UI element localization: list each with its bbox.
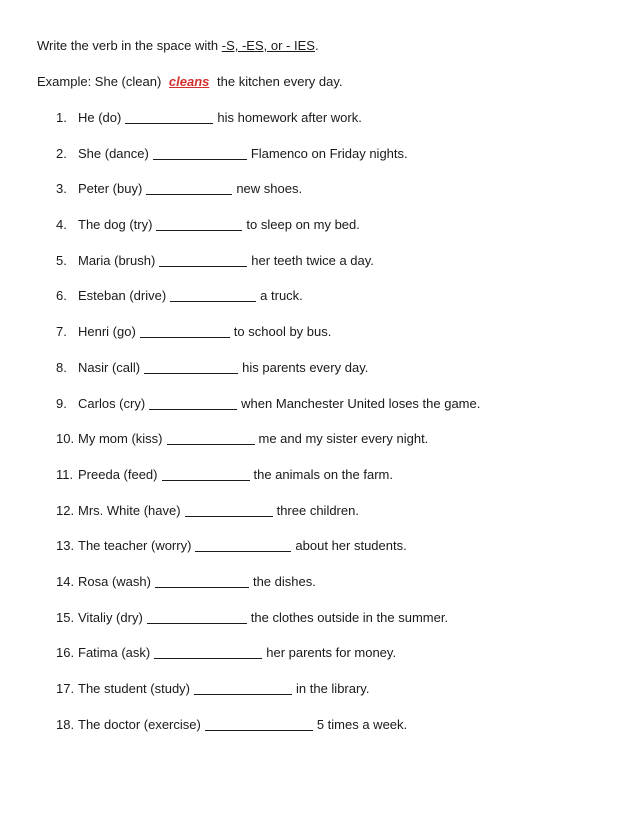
answer-blank[interactable]: [195, 538, 291, 552]
answer-blank[interactable]: [205, 717, 313, 731]
item-subject: The dog (try): [78, 217, 153, 233]
item-rest: his homework after work.: [217, 110, 362, 125]
exercise-item: [56, 217, 480, 253]
exercise-item: [56, 717, 480, 753]
answer-blank[interactable]: [149, 396, 237, 410]
item-number: 18.: [56, 716, 75, 732]
item-rest: about her students.: [295, 538, 407, 554]
item-rest: to sleep on my bed.: [246, 217, 360, 233]
answer-blank[interactable]: [154, 645, 262, 659]
item-rest: the clothes outside in the summer.: [250, 609, 449, 625]
item-subject: The teacher (worry): [78, 538, 192, 554]
item-rest: her teeth twice a day.: [251, 252, 374, 268]
item-number: 5.: [56, 252, 67, 268]
answer-blank[interactable]: [125, 110, 213, 124]
item-number: 10.: [56, 431, 75, 447]
exercise-item: [56, 645, 480, 681]
example-answer: cleans: [168, 74, 210, 89]
instruction-text: [37, 38, 319, 53]
item-number: 13.: [56, 538, 75, 554]
item-number: 3.: [56, 181, 67, 197]
exercise-item: [56, 396, 480, 432]
item-number: 9.: [56, 395, 67, 411]
item-number: 11.: [56, 466, 74, 482]
item-subject: Esteban (drive): [78, 288, 167, 304]
item-rest: a truck.: [260, 288, 303, 304]
item-subject: Rosa (wash): [78, 573, 151, 589]
exercise-item: [56, 288, 480, 324]
item-subject: He (do): [78, 110, 122, 125]
item-rest: in the library.: [296, 681, 370, 696]
item-subject: Maria (brush): [78, 252, 156, 268]
item-rest: to school by bus.: [233, 324, 332, 340]
item-rest: new shoes.: [236, 181, 303, 197]
exercise-item: [56, 610, 480, 646]
answer-blank[interactable]: [167, 431, 255, 445]
item-rest: the dishes.: [252, 573, 316, 589]
item-number: 6.: [56, 288, 67, 304]
answer-blank[interactable]: [140, 324, 230, 338]
answer-blank[interactable]: [170, 288, 256, 302]
example-sentence: [37, 74, 343, 89]
answer-blank[interactable]: [147, 610, 247, 624]
item-number: 17.: [56, 681, 75, 696]
instruction-prefix: Write the verb in the space with: [37, 38, 222, 53]
item-number: 4.: [56, 217, 67, 233]
exercise-item: [56, 360, 480, 396]
item-number: 1.: [56, 110, 67, 125]
exercise-item: [56, 431, 480, 467]
answer-blank[interactable]: [185, 503, 273, 517]
item-number: 7.: [56, 324, 67, 340]
exercise-item: [56, 253, 480, 289]
exercise-item: [56, 181, 480, 217]
instruction-end: .: [314, 38, 319, 53]
item-subject: Peter (buy): [78, 181, 143, 197]
exercise-item: [56, 467, 480, 503]
item-number: 2.: [56, 145, 67, 161]
item-rest: his parents every day.: [242, 359, 369, 375]
item-subject: Henri (go): [78, 324, 136, 340]
item-subject: Mrs. White (have): [78, 502, 181, 518]
exercise-item: [56, 574, 480, 610]
item-rest: Flamenco on Friday nights.: [250, 145, 408, 161]
answer-blank[interactable]: [194, 681, 292, 695]
item-rest: her parents for money.: [266, 645, 397, 661]
item-subject: Nasir (call): [78, 359, 141, 375]
item-rest: the animals on the farm.: [253, 466, 393, 482]
item-rest: me and my sister every night.: [258, 431, 429, 447]
answer-blank[interactable]: [155, 574, 249, 588]
item-number: 16.: [56, 645, 75, 661]
answer-blank[interactable]: [153, 146, 247, 160]
answer-blank[interactable]: [159, 253, 247, 267]
item-subject: Carlos (cry): [78, 395, 146, 411]
exercise-item: [56, 110, 480, 146]
exercise-list: [56, 110, 480, 752]
exercise-item: [56, 538, 480, 574]
item-subject: Vitaliy (dry): [78, 609, 143, 625]
exercise-item: [56, 146, 480, 182]
example-prefix: Example: She (clean): [37, 74, 162, 89]
item-number: 14.: [56, 573, 75, 589]
item-number: 8.: [56, 359, 67, 375]
answer-blank[interactable]: [144, 360, 238, 374]
answer-blank[interactable]: [162, 467, 250, 481]
instruction-suffixes: -S, -ES, or - IES: [221, 38, 315, 53]
exercise-item: [56, 503, 480, 539]
item-rest: 5 times a week.: [316, 716, 408, 732]
item-subject: Preeda (feed): [78, 466, 158, 482]
item-rest: three children.: [276, 502, 359, 518]
item-subject: My mom (kiss): [78, 431, 163, 447]
item-subject: The doctor (exercise): [78, 716, 201, 732]
example-rest: the kitchen every day.: [217, 74, 343, 89]
item-subject: Fatima (ask): [78, 645, 151, 661]
item-rest: when Manchester United loses the game.: [241, 395, 481, 411]
exercise-item: [56, 324, 480, 360]
exercise-item: [56, 681, 480, 717]
answer-blank[interactable]: [156, 217, 242, 231]
item-number: 12.: [56, 502, 75, 518]
item-subject: She (dance): [78, 145, 149, 161]
item-subject: The student (study): [78, 681, 190, 696]
item-number: 15.: [56, 609, 75, 625]
answer-blank[interactable]: [146, 181, 232, 195]
